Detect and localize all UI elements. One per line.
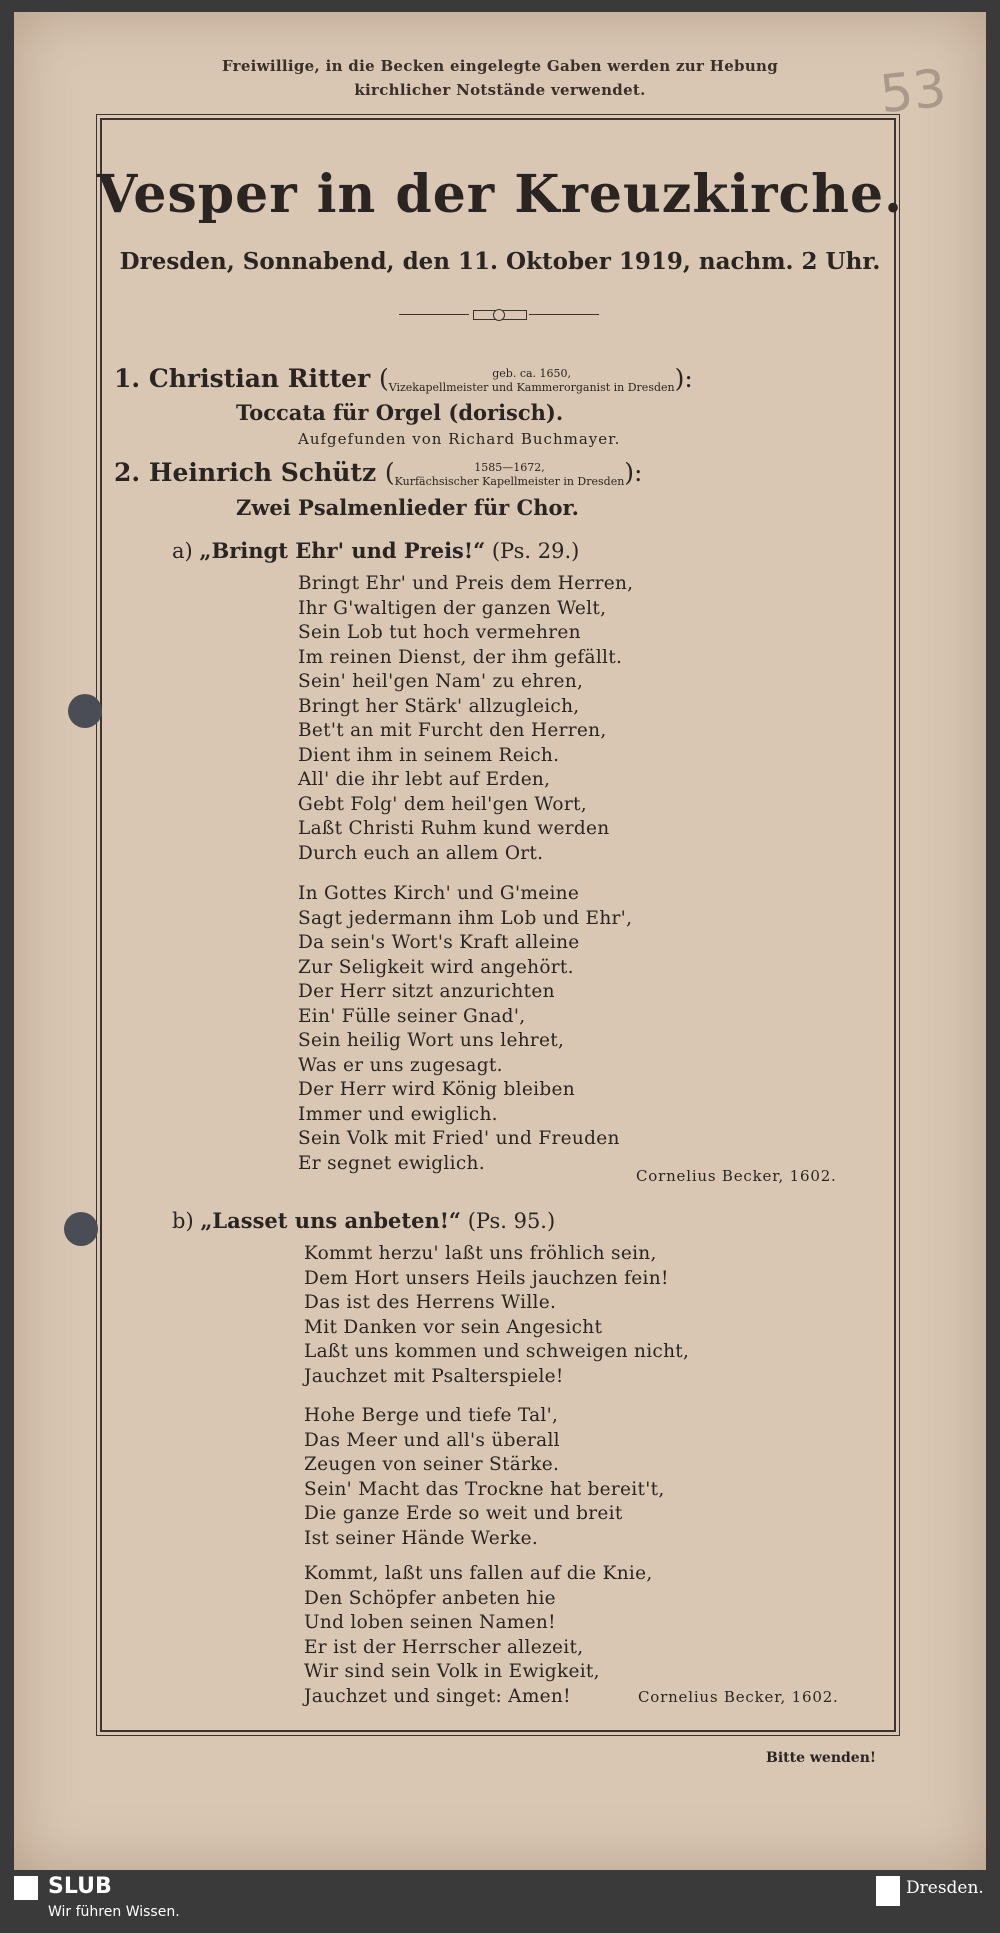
page-subtitle: Dresden, Sonnabend, den 11. Oktober 1919, nachm. 2 Uhr. (119, 248, 881, 275)
attribution: Cornelius Becker, 1602. (636, 1167, 837, 1185)
composer-name: Christian Ritter (148, 364, 371, 393)
ornament-divider (399, 308, 599, 322)
composer-details: 1585—1672, Kurfächsischer Kapellmeister in Dresden (394, 460, 625, 488)
work-title: Zwei Psalmenlieder für Chor. (236, 495, 579, 520)
dresden-crest-icon (876, 1876, 900, 1906)
section-a-heading: a) „Bringt Ehr' und Preis!“ (Ps. 29.) (172, 538, 580, 563)
attribution: Cornelius Becker, 1602. (638, 1688, 839, 1706)
composer-name: Heinrich Schütz (148, 458, 377, 487)
poem-stanza: In Gottes Kirch' und G'meine Sagt jedermann ihm Lob und Ehr', Da sein's Wort's Kraft alleine Zur Seligkeit wird angehört. Der Herr sitzt anzurichten Ein' Fülle seiner Gnad', Sein heilig Wort uns lehret, Was er uns zugesagt. Der Herr wird König bleiben Immer und ewiglich. Sein Volk mit Fried' und Freuden Er segnet ewiglich. (298, 883, 633, 1174)
please-turn-note: Bitte wenden! (766, 1750, 877, 1766)
poem-stanza: Bringt Ehr' und Preis dem Herren, Ihr G'waltigen der ganzen Welt, Sein Lob tut hoch vermehren Im reinen Dienst, der ihm gefällt. Sein' heil'gen Nam' zu ehren, Bringt her Stärk' allzugleich, Bet't an mit Furcht den Herren, Dient ihm in seinem Reich. All' die ihr lebt auf Erden, Gebt Folg' dem heil'gen Wort, Laßt Christi Ruhm kund werden Durch euch an allem Ort. (298, 573, 634, 864)
slub-logo-text[interactable]: SLUB (48, 1874, 112, 1899)
handwritten-shelfmark: 53 (877, 58, 950, 126)
poem-stanza: Kommt herzu' laßt uns fröhlich sein, Dem Hort unsers Heils jauchzen fein! Das ist des Herrens Wille. Mit Danken vor sein Angesicht Laßt uns kommen und schweigen nicht, Jauchzet mit Psalterspiele! (304, 1243, 690, 1387)
punch-hole (68, 694, 102, 728)
work-note: Aufgefunden von Richard Buchmayer. (298, 430, 621, 448)
dresden-logo-text[interactable]: Dresden. (906, 1878, 984, 1898)
footer-bar (0, 1870, 1000, 1933)
poem-stanza: Hohe Berge und tiefe Tal', Das Meer und all's überall Zeugen von seiner Stärke. Sein' Macht das Trockne hat bereit't, Die ganze Erde so weit und breit Ist seiner Hände Werke. (304, 1405, 665, 1549)
program-item-1: 1. Christian Ritter ( geb. ca. 1650, Vizekapellmeister und Kammerorganist in Dresden): (114, 364, 693, 394)
program-item-2: 2. Heinrich Schütz ( 1585—1672, Kurfächsischer Kapellmeister in Dresden): (114, 458, 643, 488)
page-title: Vesper in der Kreuzkirche. (96, 164, 904, 225)
poem-stanza: Kommt, laßt uns fallen auf die Knie, Den Schöpfer anbeten hie Und loben seinen Namen! Er ist der Herrscher allezeit, Wir sind sein Volk in Ewigkeit, Jauchzet und singet: Amen! (304, 1563, 653, 1707)
document-page (14, 12, 986, 1870)
donation-note: Freiwillige, in die Becken eingelegte Gaben werden zur Hebung kirchlicher Notstände verwendet. (221, 57, 779, 99)
work-title: Toccata für Orgel (dorisch). (236, 400, 564, 425)
section-b-heading: b) „Lasset uns anbeten!“ (Ps. 95.) (172, 1208, 556, 1233)
slub-tagline: Wir führen Wissen. (48, 1904, 180, 1920)
composer-details: geb. ca. 1650, Vizekapellmeister und Kammerorganist in Dresden (388, 366, 675, 394)
slub-logo-icon (14, 1876, 38, 1900)
punch-hole (64, 1212, 98, 1246)
